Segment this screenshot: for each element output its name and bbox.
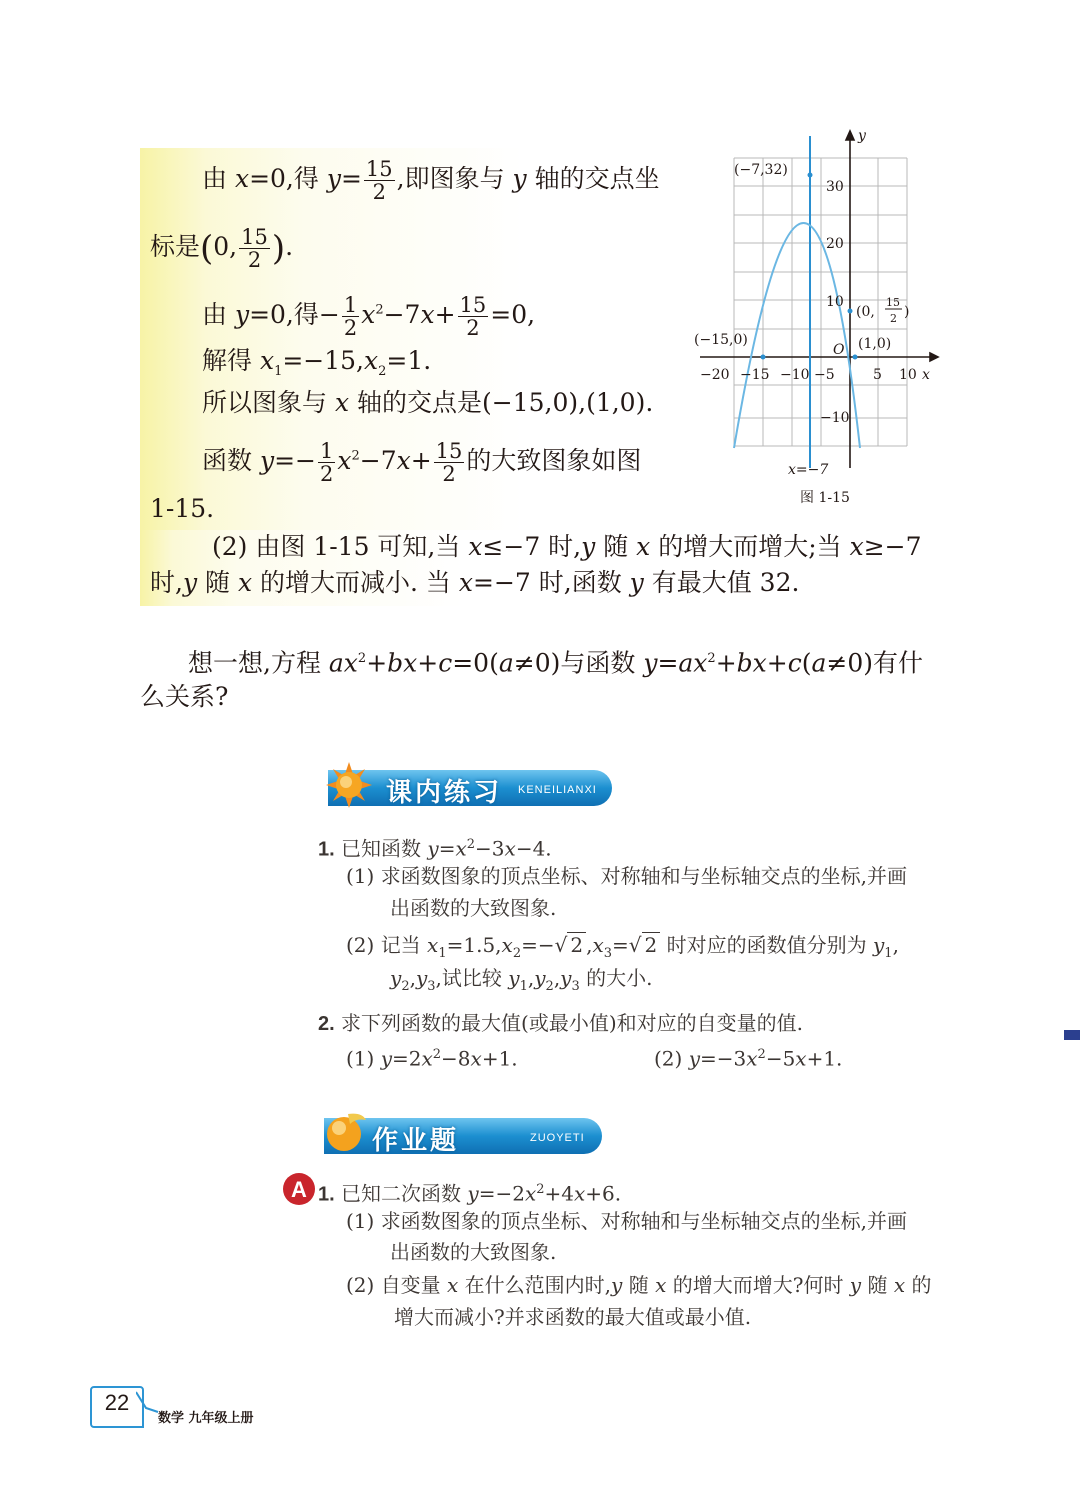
y-intercept-point [848, 309, 853, 314]
book-title: 数学 九年级上册 [158, 1411, 254, 1426]
level-a-icon [282, 1172, 316, 1206]
left-root-point [761, 355, 766, 360]
x-tick: −5 [814, 367, 835, 383]
practice-q1-2a: (2) 记当 $x_1=1.5,x_2=-√$ 2 $,x_3=√$ 2 时对应的函数值分别为 $y_1$, [346, 933, 899, 961]
homework-q1-1a: (1) 求函数图象的顶点坐标、对称轴和与坐标轴交点的坐标,并画 [346, 1209, 908, 1233]
x-tick: −20 [700, 367, 730, 383]
x-tick: −10 [780, 367, 810, 383]
fraction: $\frac{15}{2}$ [435, 439, 463, 486]
homework-q1-2a: (2) 自变量 x 在什么范围内时,y 随 x 的增大而增大?何时 y 随 x 的 [346, 1273, 932, 1297]
solution-line-5: 所以图象与 x 轴的交点是(−15,0),(1,0). [202, 388, 654, 417]
fraction: $\frac{15}{2}$ [459, 293, 487, 340]
homework-q1: 1. 已知二次函数 $y=-2x^2+4x+6$. [318, 1181, 622, 1206]
practice-title: 课内练习 [386, 778, 503, 808]
fraction: $\frac{1}{2}$ [319, 439, 334, 486]
y-intercept-label: (0, [856, 304, 875, 320]
think-line-1: 想一想,方程 $ax^2+bx+c=0(a\ne 0)$与函数 $y=ax^2+bx+c(a\ne 0)$有什 [188, 648, 923, 678]
y-tick: 30 [826, 179, 844, 195]
homework-q1-2b: 增大而减小?并求函数的最大值或最小值. [394, 1305, 752, 1329]
practice-banner [328, 770, 612, 806]
y-tick: 10 [826, 294, 844, 310]
solution-line-7: 1-15. [150, 494, 215, 523]
solution-line-6: 函数 y=− $\frac{1}{2}$ $x^2-7x+$ $\frac{15}{2}$ 的大致图象如图 [202, 439, 642, 486]
symmetry-axis-label: x=−7 [788, 462, 829, 478]
practice-q2-2: (2) $y=-3x^2-5x+1$. [654, 1046, 843, 1071]
x-tick: 5 [873, 367, 882, 383]
y-intercept-frac-den: 2 [890, 312, 897, 325]
solution-line-4: 解得 $x_1=-15,x_2=1$. [202, 346, 432, 379]
homework-q1-1b: 出函数的大致图象. [390, 1240, 557, 1264]
y-axis-label: y [858, 128, 866, 144]
vertex-label: (−7,32) [734, 162, 788, 178]
homework-subtitle: ZUOYETI [530, 1132, 585, 1144]
solution-line-2: 标是(0, $\frac{15}{2}$ ). [150, 225, 294, 272]
page-number: 22 [104, 1390, 130, 1415]
solution-line-1: 由 x=0,得 y= $\frac{15}{2}$ ,即图象与 y 轴的交点坐 [202, 157, 660, 204]
vertex-point [808, 173, 813, 178]
left-root-label: (−15,0) [694, 332, 748, 348]
practice-q1-1b: 出函数的大致图象. [390, 896, 557, 920]
fraction: $\frac{15}{2}$ [241, 225, 268, 272]
solution-line-9: 时,y 随 x 的增大而减小. 当 x=−7 时,函数 y 有最大值 32. [150, 568, 800, 597]
sun-icon [326, 762, 372, 808]
y-intercept-close: ) [904, 304, 910, 320]
level-label: A [291, 1177, 307, 1202]
x-tick: −15 [740, 367, 770, 383]
practice-q1-2b: $y_2,y_3$,试比较 $y_1,y_2,y_3$ 的大小. [390, 966, 653, 994]
right-root-label: (1,0) [858, 336, 892, 352]
y-tick: 20 [826, 236, 844, 252]
fraction: $\frac{1}{2}$ [343, 293, 358, 340]
think-line-2: 么关系? [140, 682, 229, 711]
x-axis-label: x [922, 367, 930, 383]
homework-banner [324, 1118, 602, 1154]
practice-q1-1a: (1) 求函数图象的顶点坐标、对称轴和与坐标轴交点的坐标,并画 [346, 864, 908, 888]
origin-label: O [833, 342, 845, 358]
solution-line-8: (2) 由图 1-15 可知,当 x≤−7 时,y 随 x 的增大而增大;当 x≥−7 [212, 532, 922, 561]
orange-ball-icon [322, 1110, 368, 1156]
right-root-point [853, 355, 858, 360]
homework-title: 作业题 [372, 1126, 460, 1156]
x-tick: 10 [899, 367, 917, 383]
practice-subtitle: KENEILIANXI [518, 784, 597, 796]
practice-q2-1: (1) $y=2x^2-8x+1$. [346, 1046, 518, 1071]
side-tab-marker [1064, 1030, 1080, 1040]
fraction: $\frac{15}{2}$ [365, 157, 393, 204]
y-tick: −10 [820, 410, 850, 426]
parabola-figure [690, 128, 940, 513]
practice-q2: 2. 求下列函数的最大值(或最小值)和对应的自变量的值. [318, 1011, 804, 1035]
practice-q1: 1. 已知函数 $y=x^2-3x-4$. [318, 836, 552, 861]
solution-line-3: 由 y=0,得− $\frac{1}{2}$ $x^2-7x+$ $\frac{15}{2}$ =0, [202, 293, 536, 340]
figure-caption: 图 1-15 [800, 490, 850, 506]
y-intercept-frac-num: 15 [886, 296, 900, 309]
